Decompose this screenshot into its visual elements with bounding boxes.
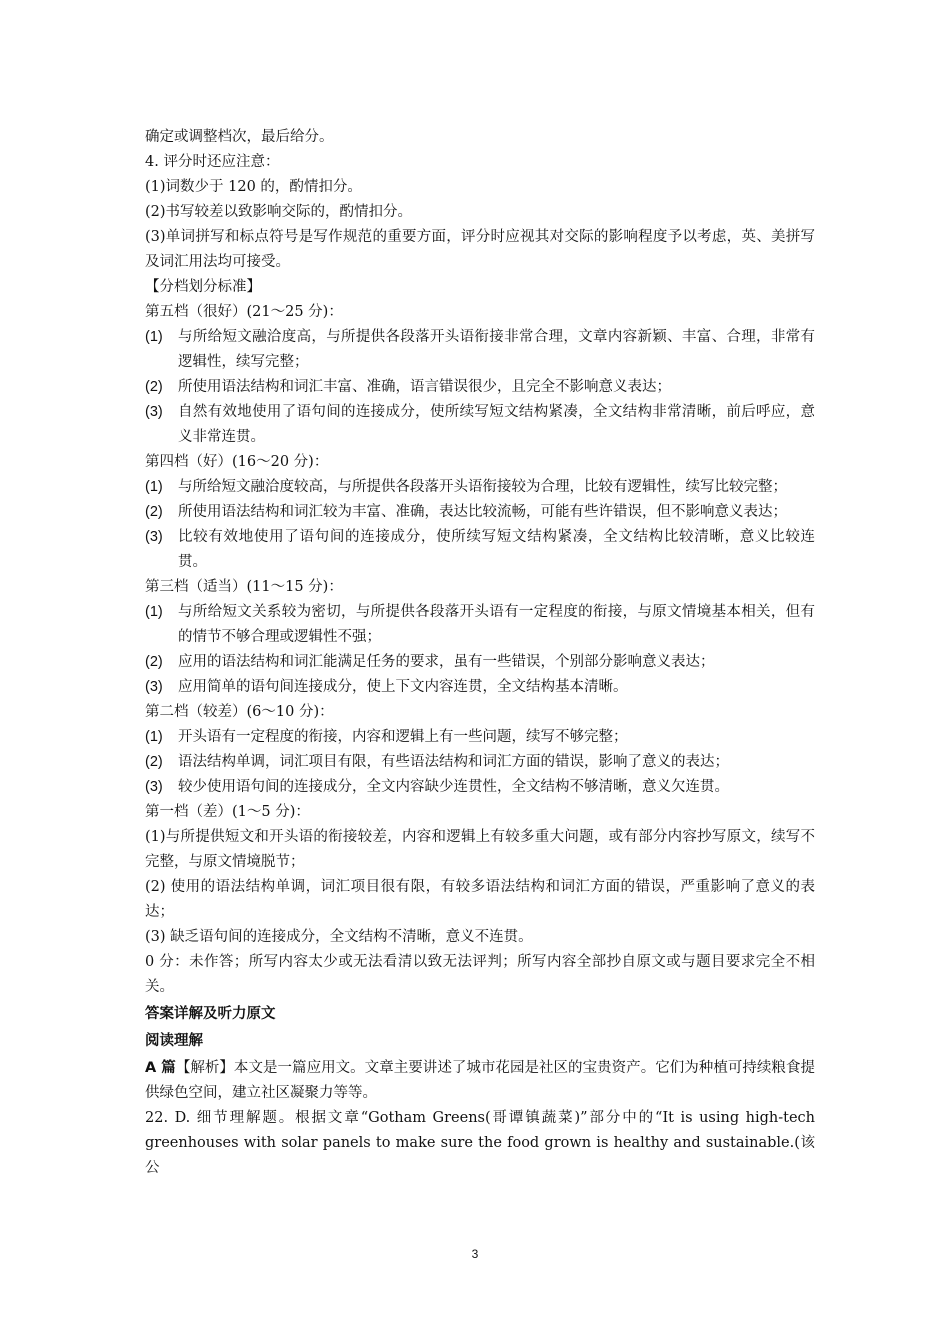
- item-text: 应用简单的语句间连接成分，使上下文内容连贯，全文结构基本清晰。: [178, 679, 628, 695]
- item-number: (3): [145, 779, 163, 795]
- item-text: 比较有效地使用了语句间的连接成分，使所续写短文结构紧凑，全文结构比较清晰，意义比较连贯。: [178, 529, 815, 570]
- passage-a-analysis: [145, 1056, 815, 1106]
- item-number: (2): [145, 504, 163, 520]
- item-number: (2): [145, 754, 163, 770]
- item-text: 与所给短文关系较为密切，与所提供各段落开头语有一定程度的衔接，与原文情境基本相关，但有的情节不够合理或逻辑性不强；: [178, 604, 815, 645]
- passage-text: 【解析】本文是一篇应用文。文章主要讲述了城市花园是社区的宝贵资产。它们为种植可持续粮食提供绿色空间，建立社区凝聚力等等。: [145, 1060, 815, 1101]
- page-number: 3: [471, 1247, 479, 1261]
- tier1-line: (2) 使用的语法结构单调，词汇项目很有限，有较多语法结构和词汇方面的错误，严重影响了意义的表达；: [145, 879, 815, 920]
- item-number: (2): [145, 379, 163, 395]
- item-text: 开头语有一定程度的衔接，内容和逻辑上有一些问题，续写不够完整；: [178, 729, 628, 745]
- criteria-item: [145, 775, 815, 800]
- item-number: (1): [145, 604, 163, 620]
- criteria-item: [145, 525, 815, 575]
- item-number: (2): [145, 654, 163, 670]
- question-22-explanation: 22. D. 细节理解题。根据文章“Gotham Greens(哥谭镇蔬菜)”部分中的“It is using high-tech greenhouses with solar panels to make sure the food grown is healthy and sustainable.(该公: [145, 1110, 815, 1176]
- text-line: (1)词数少于 120 的，酌情扣分。: [145, 179, 362, 195]
- criteria-item: [145, 475, 815, 500]
- criteria-item: [145, 400, 815, 450]
- criteria-item: [145, 600, 815, 650]
- tier-heading: 第一档（差）(1～5 分)：: [145, 804, 310, 820]
- criteria-item: [145, 675, 815, 700]
- item-text: 与所给短文融洽度较高，与所提供各段落开头语衔接较为合理，比较有逻辑性，续写比较完整；: [178, 479, 787, 495]
- text-line: (2)书写较差以致影响交际的，酌情扣分。: [145, 204, 413, 220]
- item-text: 自然有效地使用了语句间的连接成分，使所续写短文结构紧凑，全文结构非常清晰，前后呼应，意义非常连贯。: [178, 404, 815, 445]
- tier-heading: 第三档（适当）(11～15 分)：: [145, 579, 343, 595]
- item-number: (3): [145, 679, 163, 695]
- passage-label: A 篇: [145, 1060, 176, 1076]
- zero-score-rule: 0 分：未作答；所写内容太少或无法看清以致无法评判；所写内容全部抄自原文或与题目要求完全不相关。: [145, 954, 815, 995]
- text-line: (3)单词拼写和标点符号是写作规范的重要方面，评分时应视其对交际的影响程度予以考虑，英、美拼写及词汇用法均可接受。: [145, 229, 815, 270]
- item-text: 所使用语法结构和词汇较为丰富、准确，表达比较流畅，可能有些许错误，但不影响意义表达；: [178, 504, 787, 520]
- tier1-line: (1)与所提供短文和开头语的衔接较差，内容和逻辑上有较多重大问题，或有部分内容抄写原文，续写不完整，与原文情境脱节；: [145, 829, 815, 870]
- item-text: 较少使用语句间的连接成分，全文内容缺少连贯性，全文结构不够清晰，意义欠连贯。: [178, 779, 729, 795]
- criteria-item: [145, 750, 815, 775]
- criteria-item: [145, 500, 815, 525]
- item-number: (3): [145, 404, 163, 420]
- item-text: 所使用语法结构和词汇丰富、准确，语言错误很少，且完全不影响意义表达；: [178, 379, 671, 395]
- criteria-item: [145, 725, 815, 750]
- subsection-title: 阅读理解: [145, 1033, 203, 1049]
- item-number: (1): [145, 729, 163, 745]
- tier1-line: (3) 缺乏语句间的连接成分，全文结构不清晰，意义不连贯。: [145, 929, 533, 945]
- item-text: 应用的语法结构和词汇能满足任务的要求，虽有一些错误，个别部分影响意义表达；: [178, 654, 715, 670]
- item-text: 与所给短文融洽度高，与所提供各段落开头语衔接非常合理，文章内容新颖、丰富、合理，非常有逻辑性，续写完整；: [178, 329, 815, 370]
- page-content: [145, 125, 815, 1181]
- text-line: 4. 评分时还应注意：: [145, 154, 280, 170]
- section-marker: 【分档划分标准】: [145, 279, 261, 295]
- text-line: 确定或调整档次，最后给分。: [145, 129, 334, 145]
- criteria-item: [145, 375, 815, 400]
- tier-heading: 第四档（好）(16～20 分)：: [145, 454, 329, 470]
- tier-heading: 第五档（很好）(21～25 分)：: [145, 304, 343, 320]
- item-number: (3): [145, 529, 163, 545]
- item-number: (1): [145, 479, 163, 495]
- criteria-item: [145, 650, 815, 675]
- criteria-item: [145, 325, 815, 375]
- item-text: 语法结构单调，词汇项目有限，有些语法结构和词汇方面的错误，影响了意义的表达；: [178, 754, 729, 770]
- item-number: (1): [145, 329, 163, 345]
- tier-heading: 第二档（较差）(6～10 分)：: [145, 704, 334, 720]
- section-title: 答案详解及听力原文: [145, 1006, 276, 1022]
